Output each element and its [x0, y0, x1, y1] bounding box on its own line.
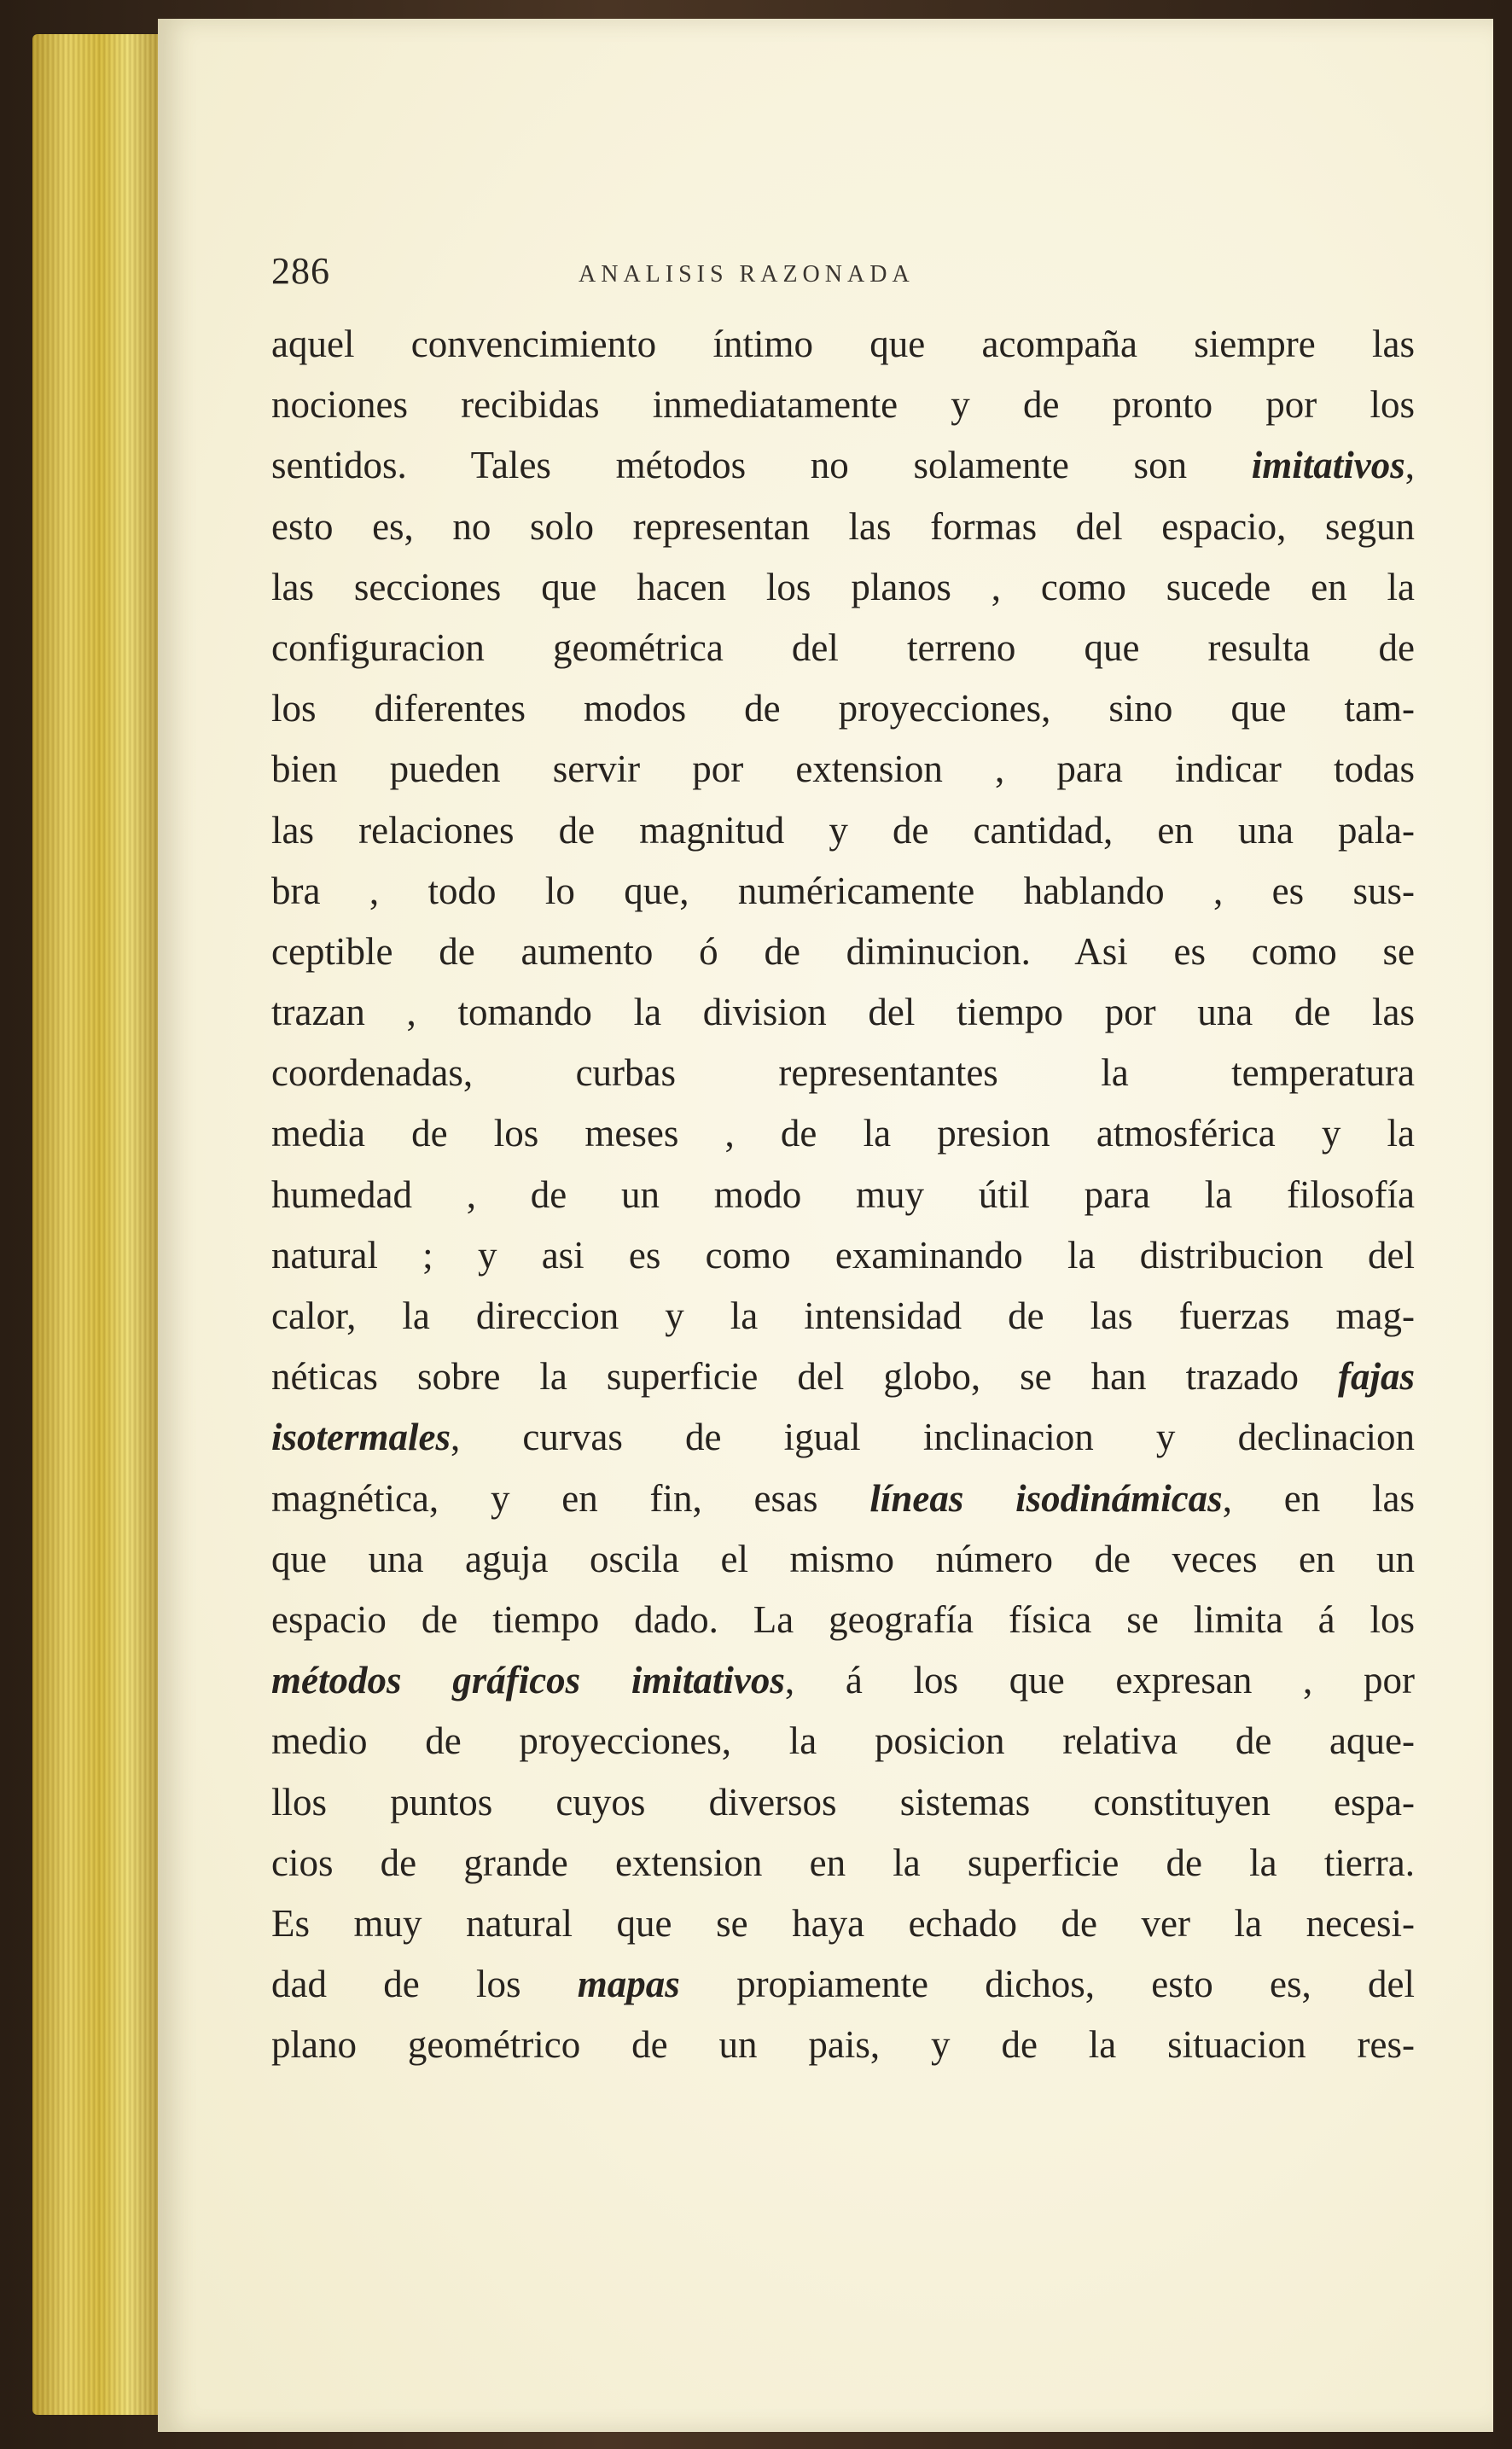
text-line — [271, 861, 1415, 922]
italic-term: mapas — [577, 1963, 680, 2006]
running-head: ANALISIS RAZONADA — [579, 261, 915, 288]
text-line — [271, 1711, 1415, 1771]
text-segment: humedad , de un modo muy útil para la filosofía — [271, 1172, 1415, 1216]
text-line — [271, 557, 1415, 618]
text-line — [271, 1165, 1415, 1225]
text-segment: bra , todo lo que, numéricamente hablando , es sus- — [271, 869, 1415, 912]
text-line — [271, 497, 1415, 557]
text-segment: media de los meses , de la presion atmosférica y la — [271, 1112, 1415, 1155]
text-segment: esto es, no solo representan las formas del espacio, segun — [271, 504, 1415, 548]
text-segment: que una aguja oscila el mismo número de veces en un — [271, 1537, 1415, 1580]
text-line — [271, 1469, 1415, 1529]
text-segment: plano geométrico de un pais, y de la situacion res- — [271, 2023, 1415, 2067]
text-segment: trazan , tomando la division del tiempo por una de las — [271, 991, 1415, 1034]
text-segment: coordenadas, curbas representantes la temperatura — [271, 1051, 1415, 1095]
italic-term: isotermales — [271, 1416, 451, 1459]
text-line — [271, 1103, 1415, 1164]
text-line — [271, 435, 1415, 496]
text-line — [271, 618, 1415, 678]
text-line — [271, 1954, 1415, 2015]
text-segment: calor, la direccion y la intensidad de las fuerzas mag- — [271, 1294, 1415, 1337]
text-line — [271, 1407, 1415, 1468]
text-segment: cios de grande extension en la superficie de la tierra. — [271, 1841, 1415, 1884]
text-line — [271, 1893, 1415, 1954]
text-line — [271, 1225, 1415, 1286]
text-line — [271, 922, 1415, 982]
text-line — [271, 1833, 1415, 1893]
text-segment: las relaciones de magnitud y de cantidad, en una pala- — [271, 808, 1415, 852]
text-line — [271, 2015, 1415, 2075]
text-segment: llos puntos cuyos diversos sistemas constituyen espa- — [271, 1780, 1415, 1824]
text-line — [271, 982, 1415, 1043]
text-segment: natural ; y asi es como examinando la distribucion del — [271, 1233, 1415, 1277]
text-segment: sentidos. Tales métodos no solamente son — [271, 444, 1252, 487]
text-segment: medio de proyecciones, la posicion relativa de aque- — [271, 1719, 1415, 1763]
italic-term: imitativos — [1251, 444, 1405, 487]
text-segment: las secciones que hacen los planos , como sucede en la — [271, 565, 1415, 608]
page-number: 286 — [271, 250, 330, 292]
body-text — [271, 314, 1415, 2075]
text-line — [271, 1590, 1415, 1650]
gilt-page-edge — [32, 34, 169, 2415]
text-segment: , — [1404, 444, 1415, 487]
text-segment: configuracion geométrica del terreno que resulta de — [271, 625, 1415, 669]
text-line — [271, 678, 1415, 739]
text-line — [271, 739, 1415, 800]
text-line — [271, 800, 1415, 861]
text-segment: propiamente dichos, esto es, del — [679, 1963, 1415, 2006]
italic-term: fajas — [1338, 1355, 1415, 1399]
italic-term: métodos gráficos imitativos — [271, 1659, 785, 1702]
text-segment: Es muy natural que se haya echado de ver la necesi- — [271, 1901, 1415, 1945]
text-line — [271, 1772, 1415, 1833]
text-segment: , en las — [1222, 1476, 1415, 1520]
text-line — [271, 314, 1415, 375]
text-segment: , curvas de igual inclinacion y declinacion — [451, 1416, 1415, 1459]
text-segment: , á los que expresan , por — [784, 1659, 1415, 1702]
text-line — [271, 1529, 1415, 1590]
text-segment: aquel convencimiento íntimo que acompaña siempre las — [271, 323, 1415, 365]
text-segment: espacio de tiempo dado. La geografía física se limita á los — [271, 1597, 1415, 1641]
text-segment: néticas sobre la superficie del globo, se han trazado — [271, 1355, 1338, 1399]
text-segment: magnética, y en fin, esas — [271, 1476, 870, 1520]
text-line — [271, 1286, 1415, 1347]
text-segment: nociones recibidas inmediatamente y de pronto por los — [271, 383, 1415, 427]
text-line — [271, 1650, 1415, 1711]
text-line — [271, 1347, 1415, 1407]
text-segment: bien pueden servir por extension , para indicar todas — [271, 747, 1415, 791]
text-segment: los diferentes modos de proyecciones, sino que tam- — [271, 687, 1415, 730]
text-segment: dad de los — [271, 1963, 578, 2006]
page-header — [271, 249, 1415, 300]
text-segment: ceptible de aumento ó de diminucion. Asi es como se — [271, 929, 1415, 973]
italic-term: líneas isodinámicas — [869, 1476, 1223, 1520]
text-line — [271, 1043, 1415, 1103]
text-line — [271, 375, 1415, 435]
